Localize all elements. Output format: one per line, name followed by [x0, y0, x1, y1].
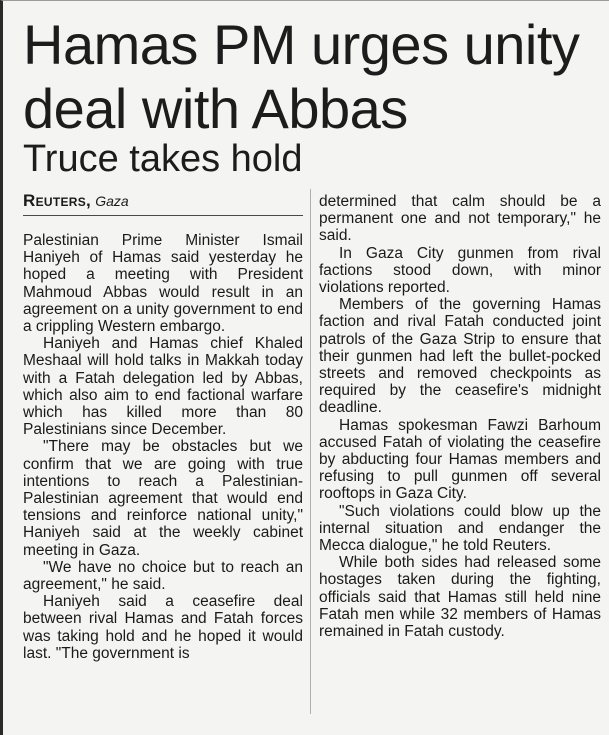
subheadline: Truce takes hold	[23, 138, 303, 180]
article-paragraph: Hamas spokesman Fawzi Barhoum accused Fatah of violating the ceasefire by abducting four Hamas members and refusing to pull gunmen off several rooftops in Gaza City.	[319, 416, 601, 503]
article-paragraph: In Gaza City gunmen from rival factions stood down, with minor violations reported.	[319, 244, 601, 297]
byline	[23, 192, 303, 211]
article-column-right	[319, 193, 601, 640]
article-paragraph: Haniyeh and Hamas chief Khaled Meshaal will hold talks in Makkah today with a Fatah delegation led by Abbas, which also aim to end factional warfare which has killed more than 80 Palestinians since December.	[23, 335, 303, 439]
article-paragraph: determined that calm should be a permanent one and not temporary," he said.	[319, 193, 601, 245]
headline	[23, 13, 608, 141]
article-paragraph: "Such violations could blow up the internal situation and endanger the Mecca dialogue," he told Reuters.	[319, 502, 601, 555]
article-paragraph: While both sides had released some hostages taken during the fighting, officials said that Hamas still held nine Fatah men while 32 members of Hamas remained in Fatah custody.	[319, 554, 601, 641]
article-paragraph: Members of the governing Hamas faction and rival Fatah conducted joint patrols of the Gaza Strip to ensure that their gunmen had left the bullet-pocked streets and removed checkpoints as required by the ceasefire's midnight deadline.	[319, 296, 601, 417]
article-paragraph: Haniyeh said a ceasefire deal between rival Hamas and Fatah forces was taking hold and he hoped it would last. "The government is	[23, 593, 303, 662]
byline-rule	[23, 215, 303, 216]
article-paragraph: Palestinian Prime Minister Ismail Haniyeh of Hamas said yesterday he hoped a meeting with President Mahmoud Abbas would result in an agreement on a unity government to end a crippling Western embargo.	[23, 232, 303, 336]
article-column-left	[23, 232, 303, 662]
article-paragraph: "There may be obstacles but we confirm that we are going with true intentions to reach a Palestinian-Palestinian agreement that would end tensions and reinforce national unity," Haniyeh said at the weekly cabinet meeting in Gaza.	[23, 438, 303, 559]
headline-line-2: deal with Abbas	[23, 77, 408, 140]
byline-agency: Reuters,	[23, 191, 92, 210]
headline-line-1: Hamas PM urges unity	[23, 13, 580, 76]
byline-dateline: Gaza	[95, 193, 129, 209]
article-paragraph: "We have no choice but to reach an agreement," he said.	[23, 558, 303, 594]
column-divider	[310, 189, 311, 714]
